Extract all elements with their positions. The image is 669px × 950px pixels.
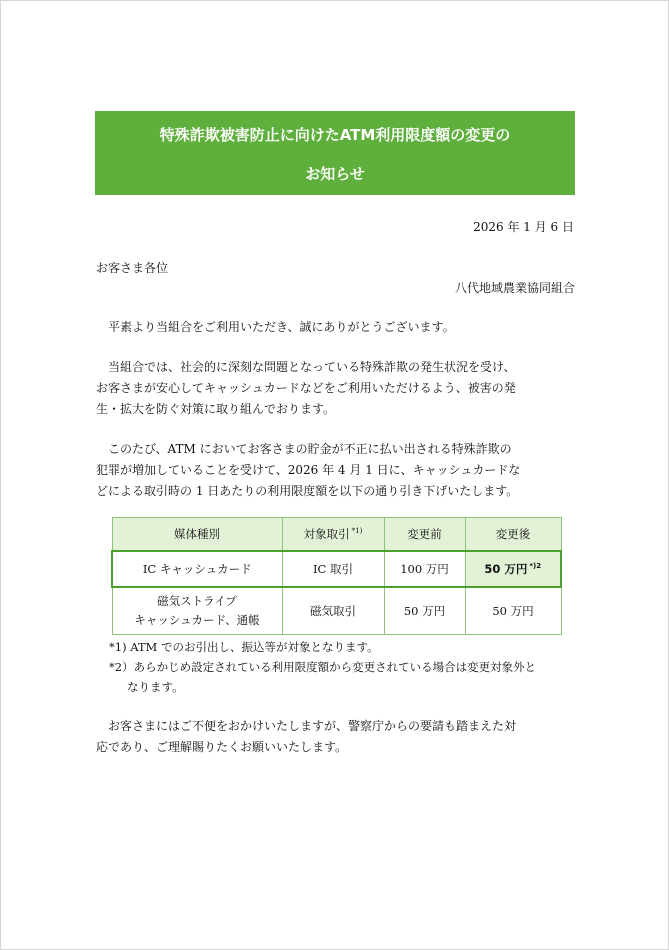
- table-row: [112, 587, 561, 635]
- paragraph-background: [96, 357, 580, 420]
- footnote-line: なります。: [127, 680, 184, 694]
- paragraph-line: どによる取引時の 1 日あたりの利用限度額を以下の通り引き下げいたします。: [96, 484, 519, 498]
- header-before: 変更前: [384, 518, 465, 552]
- paragraph-greeting: [96, 317, 580, 338]
- header-media: 媒体種別: [112, 518, 282, 552]
- paragraph-line: お客さまにはご不便をおかけいたしますが、警察庁からの要請も踏まえた対: [96, 719, 517, 733]
- cell-media-line: 磁気ストライプ: [157, 594, 237, 608]
- cell-after-value: 50 万円: [484, 562, 528, 576]
- paragraph-line: 犯罪が増加していることを受けて、2026 年 4 月 1 日に、キャッシュカードな: [96, 463, 521, 477]
- cell-transaction: 磁気取引: [282, 587, 384, 635]
- paragraph-line: このたび、ATM においてお客さまの貯金が不正に払い出される特殊詐欺の: [96, 442, 512, 456]
- table-row: [112, 551, 561, 587]
- title-line-1: 特殊詐欺被害防止に向けたATM利用限度額の変更の: [159, 126, 511, 144]
- header-transaction-label: 対象取引: [303, 527, 350, 541]
- paragraph-line: 当組合では、社会的に深刻な問題となっている特殊詐欺の発生状況を受け、: [96, 360, 516, 374]
- table-header-row: [112, 518, 561, 552]
- paragraph-line: 応であり、ご理解賜りたくお願いいたします。: [96, 740, 348, 754]
- cell-after: [465, 551, 561, 587]
- header-after: 変更後: [465, 518, 561, 552]
- note-mark-2: *)2: [529, 562, 542, 570]
- cell-before: 50 万円: [384, 587, 465, 635]
- paragraph-line: 生・拡大を防ぐ対策に取り組んでおります。: [96, 402, 336, 416]
- cell-media: [112, 587, 282, 635]
- footnote-line: *2）あらかじめ設定されている利用限度額から変更されている場合は変更対象外と: [109, 660, 537, 674]
- date: 2026 年 1 月 6 日: [473, 220, 574, 234]
- paragraph-line: お客さまが安心してキャッシュカードなどをご利用いただけるよう、被害の発: [96, 381, 516, 395]
- cell-media: IC キャッシュカード: [112, 551, 282, 587]
- addressee: お客さま各位: [96, 261, 169, 275]
- note-mark-1: *1): [351, 527, 363, 535]
- limit-table: [111, 517, 562, 635]
- paragraph-announcement: [96, 439, 580, 502]
- cell-transaction: IC 取引: [282, 551, 384, 587]
- sender: 八代地域農業協同組合: [454, 281, 575, 295]
- cell-after: 50 万円: [465, 587, 561, 635]
- paragraph-closing: [96, 716, 580, 758]
- title-banner: [95, 111, 575, 195]
- header-transaction: [282, 518, 384, 552]
- paragraph-line: 平素より当組合をご利用いただき、誠にありがとうございます。: [96, 320, 455, 334]
- footnote-1: [109, 637, 379, 657]
- footnote-line: *1) ATM でのお引出し、振込等が対象となります。: [109, 640, 379, 654]
- title-line-2: お知らせ: [305, 165, 365, 183]
- cell-media-line: キャッシュカード、通帳: [134, 613, 260, 627]
- cell-before: 100 万円: [384, 551, 465, 587]
- footnote-2: [109, 657, 536, 697]
